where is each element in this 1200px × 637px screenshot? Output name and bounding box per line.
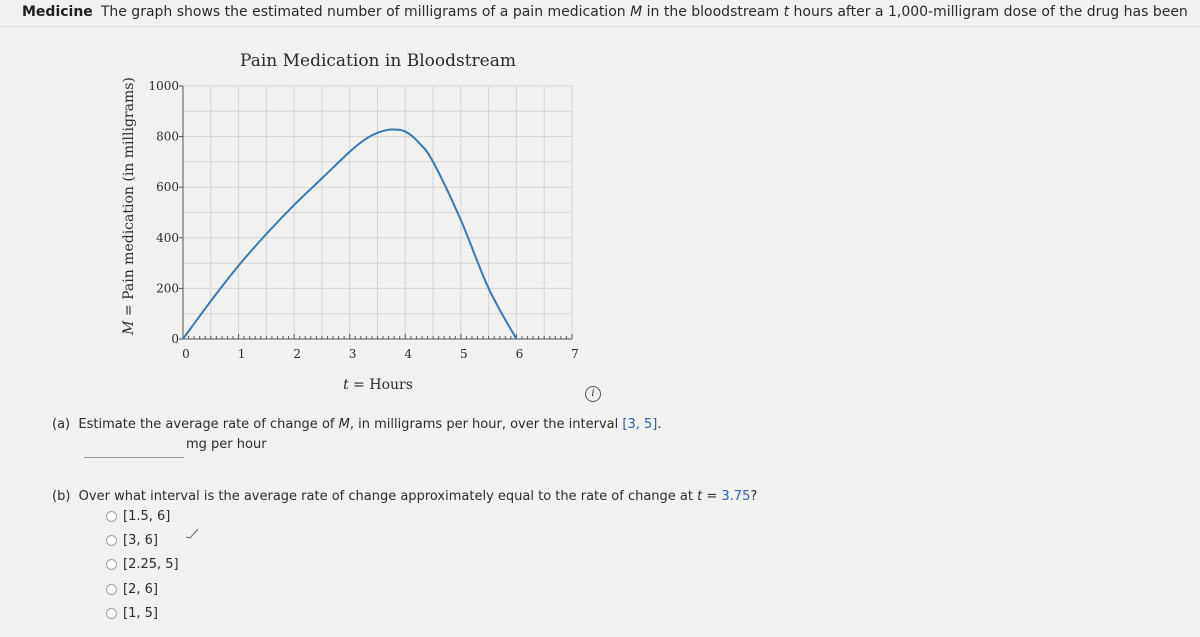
chart-axes: [148, 79, 578, 361]
prompt-var-t: t: [783, 4, 790, 20]
option-3-label: [2.25, 5]: [123, 556, 179, 572]
x-axis-label: = Hours: [348, 377, 413, 393]
y-axis-title: [121, 77, 137, 336]
prompt-text-2: in the bloodstream: [642, 4, 784, 20]
chart-title: Pain Medication in Bloodstream: [240, 51, 516, 71]
question-a-label: (a): [52, 417, 71, 432]
question-a-text-3: .: [657, 417, 662, 432]
x-tick-label: 7: [571, 347, 579, 361]
question-b-text-3: ?: [750, 489, 758, 504]
chart-grid: [183, 86, 572, 339]
option-1-label: [1.5, 6]: [123, 508, 171, 524]
option-5-radio[interactable]: [106, 608, 117, 619]
option-1[interactable]: [106, 507, 170, 525]
option-4-radio[interactable]: [106, 584, 117, 595]
option-3-radio[interactable]: [106, 559, 117, 570]
x-axis-var: t: [343, 377, 349, 393]
x-tick-label: 4: [404, 347, 413, 361]
y-tick-label: 400: [156, 230, 179, 245]
option-5[interactable]: [106, 604, 158, 622]
y-tick-label: 0: [171, 332, 179, 346]
x-tick-label: 1: [237, 347, 246, 361]
option-2-radio[interactable]: [106, 535, 117, 546]
rate-answer-input[interactable]: [84, 437, 184, 458]
question-b-value: 3.75: [721, 489, 751, 504]
option-3[interactable]: [106, 555, 179, 573]
prompt-text-1: The graph shows the estimated number of milligrams of a pain medication: [100, 4, 631, 20]
question-b: [52, 489, 757, 504]
problem-topic: Medicine: [22, 4, 93, 20]
option-1-radio[interactable]: [106, 511, 117, 522]
y-tick-label: 600: [156, 180, 179, 195]
x-tick-label: 5: [460, 347, 468, 361]
x-tick-label: 3: [348, 347, 357, 361]
question-b-text-1: Over what interval is the average rate of change approximately equal to the rate of change at: [78, 489, 698, 504]
question-a-text-1: Estimate the average rate of change of: [78, 417, 339, 432]
x-axis-title: [343, 377, 413, 393]
y-tick-label: 200: [156, 281, 179, 296]
info-icon[interactable]: i: [585, 386, 601, 402]
option-4-label: [2, 6]: [123, 581, 158, 597]
option-2-label: [3, 6]: [123, 532, 158, 548]
x-tick-label: 2: [293, 347, 301, 361]
question-a-text-2: , in milligrams per hour, over the interval: [349, 417, 623, 432]
question-b-text-2: =: [702, 489, 722, 504]
question-a: [52, 417, 661, 432]
y-axis-label: = Pain medication (in milligrams): [121, 77, 137, 321]
x-tick-label: 0: [182, 347, 190, 361]
y-axis-var: M: [121, 320, 137, 335]
question-b-label: (b): [52, 489, 71, 504]
prompt-var-m: M: [630, 4, 643, 20]
question-b-var-t: t: [697, 489, 703, 504]
option-2[interactable]: [106, 531, 158, 549]
x-tick-label: 6: [515, 347, 524, 361]
unit-label: mg per hour: [186, 437, 267, 452]
option-5-label: [1, 5]: [123, 605, 158, 621]
y-tick-label: 1000: [148, 79, 179, 93]
prompt-text-3: hours after a 1,000-milligram dose of the drug has been: [789, 4, 1188, 20]
option-4[interactable]: [106, 580, 158, 598]
question-a-var-m: M: [338, 417, 350, 432]
pencil-check-icon: [184, 526, 200, 540]
y-tick-label: 800: [156, 129, 179, 144]
question-a-interval: [3, 5]: [622, 417, 658, 432]
